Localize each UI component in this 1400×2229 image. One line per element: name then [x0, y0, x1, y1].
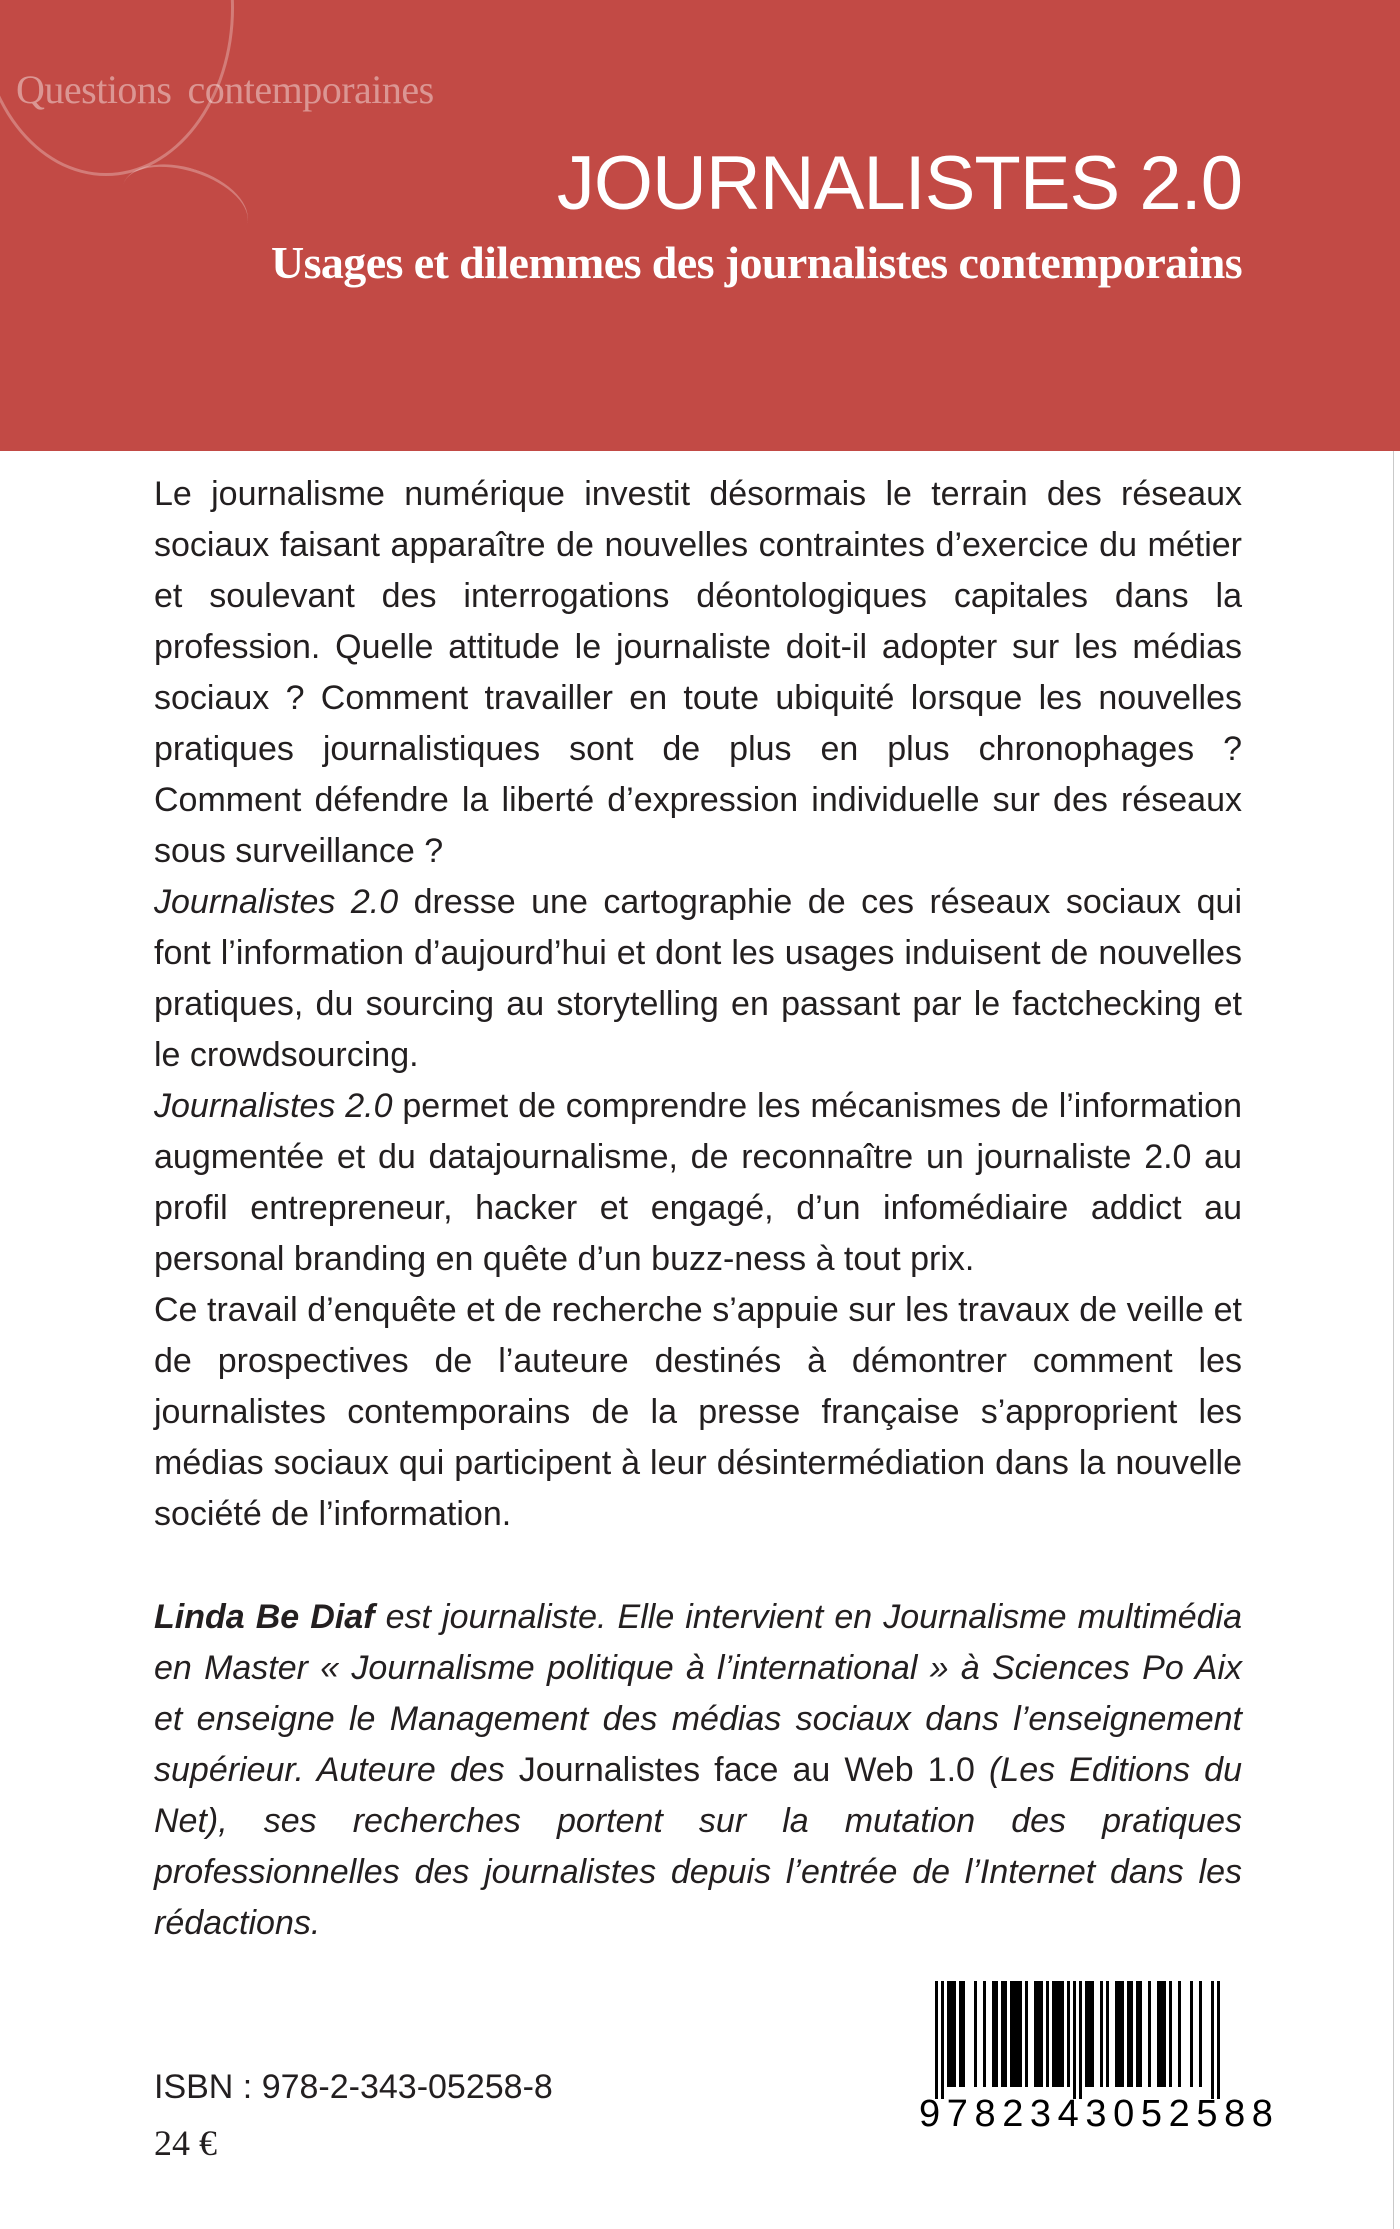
barcode-bar	[1160, 1981, 1163, 2087]
series-word-1: Questions	[16, 67, 172, 112]
author-bio-text-1: est journaliste. Elle intervient en Journalisme multimédia en Master « Journalisme politique à l’international » à Sciences Po Aix et enseigne le Management des médias sociaux dans l’enseignement supérieur. Auteure des	[154, 1598, 1242, 1789]
barcode-bar	[1169, 1981, 1172, 2087]
barcode-bar	[947, 1981, 950, 2087]
series-word-2: contemporaines	[187, 67, 434, 112]
barcode-bar	[1148, 1981, 1151, 2087]
author-bio	[154, 1592, 1242, 1949]
barcode-bar	[1046, 1981, 1049, 2087]
description-paragraph-1: Le journalisme numérique investit désormais le terrain des réseaux sociaux faisant apparaître de nouvelles contraintes d’exercice du métier et soulevant des interrogations déontologiques capitales dans la profession. Quelle attitude le journaliste doit-il adopter sur les médias sociaux ? Comment travailler en toute ubiquité lorsque les nouvelles pratiques journalistiques sont de plus en plus chronophages ? Comment défendre la liberté d’expression individuelle sur des réseaux sous surveillance ?	[154, 475, 1242, 870]
barcode-bar	[962, 1981, 965, 2087]
barcode-bar	[1016, 1981, 1019, 2087]
description-paragraph-3-text: permet de comprendre les mécanismes de l’information augmentée et du datajournalisme, de reconnaître un journaliste 2.0 au profil entrepreneur, hacker et engagé, d’un infomédiaire addict au personal branding en quête d’un buzz-ness à tout prix.	[154, 1087, 1242, 1278]
barcode-bar	[1106, 1981, 1109, 2087]
cover-header-band	[0, 0, 1400, 451]
barcode-bar	[1190, 1981, 1193, 2087]
series-name	[16, 66, 434, 113]
barcode-bar	[1091, 1981, 1094, 2087]
barcode-bar	[992, 1981, 995, 2087]
description-paragraph-3	[154, 1081, 1242, 1285]
barcode-bar	[1088, 1981, 1091, 2087]
isbn-label: ISBN : 978-2-343-05258-8	[154, 2068, 553, 2106]
barcode-bar	[1055, 1981, 1058, 2087]
barcode-bar	[953, 1981, 956, 2087]
barcode-bar	[995, 1981, 998, 2087]
barcode-digits: 9782343052588	[919, 2093, 1280, 2135]
price-label: 24 €	[154, 2123, 217, 2163]
barcode-bar	[959, 1981, 962, 2087]
barcode-bar	[1211, 1981, 1214, 2099]
author-previous-work: Journalistes face au Web 1.0	[518, 1751, 975, 1789]
barcode-bar	[1061, 1981, 1064, 2087]
description-paragraph-2-text: dresse une cartographie de ces réseaux sociaux qui font l’information d’aujourd’hui et dont les usages induisent de nouvelles pratiques, du sourcing au storytelling en passant par le factchecking et le crowdsourcing.	[154, 883, 1242, 1074]
barcode-bar	[1034, 1981, 1037, 2087]
description-paragraph-4: Ce travail d’enquête et de recherche s’appuie sur les travaux de veille et de prospectives de l’auteure destinés à démontrer comment les journalistes contemporains de la presse française s’approprient les médias sociaux qui participent à leur désintermédiation dans la nouvelle société de l’information.	[154, 1291, 1242, 1533]
barcode-bar	[1115, 1981, 1118, 2087]
barcode	[913, 1973, 1280, 2153]
book-title: JOURNALISTES 2.0	[556, 141, 1242, 226]
barcode-bar	[1073, 1981, 1076, 2099]
barcode-bar	[1118, 1981, 1121, 2087]
barcode-bar	[1157, 1981, 1160, 2087]
author-name: Linda Be Diaf	[154, 1598, 375, 1636]
barcode-bar	[1139, 1981, 1142, 2087]
barcode-bar	[1100, 1981, 1103, 2087]
barcode-bar	[1037, 1981, 1040, 2087]
barcode-bars	[923, 1981, 1228, 2099]
barcode-bar	[1199, 1981, 1202, 2087]
author-bio-text-2: (Les Editions du Net), ses recherches portent sur la mutation des pratiques professionnelles des journalistes depuis l’entrée de l’Internet dans les rédactions.	[154, 1751, 1242, 1942]
barcode-bar	[1079, 1981, 1082, 2099]
barcode-bar	[1130, 1981, 1133, 2087]
barcode-bar	[1025, 1981, 1028, 2087]
barcode-bar	[941, 1981, 944, 2099]
author-bio-paragraph	[154, 1592, 1242, 1949]
barcode-bar	[1136, 1981, 1139, 2087]
description-text	[154, 469, 1242, 1540]
cover-edge-line	[1393, 451, 1394, 2229]
description-paragraph-3-title: Journalistes 2.0	[154, 1087, 393, 1125]
barcode-bar	[1001, 1981, 1004, 2087]
barcode-bar	[1163, 1981, 1166, 2087]
barcode-bar	[1178, 1981, 1181, 2087]
description-paragraph-2	[154, 877, 1242, 1081]
barcode-bar	[974, 1981, 977, 2087]
barcode-bar	[1217, 1981, 1220, 2099]
barcode-bar	[1121, 1981, 1124, 2087]
barcode-bar	[950, 1981, 953, 2087]
barcode-bar	[1019, 1981, 1022, 2087]
barcode-bar	[1010, 1981, 1013, 2087]
barcode-bar	[935, 1981, 938, 2099]
book-subtitle: Usages et dilemmes des journalistes contemporains	[270, 237, 1242, 288]
barcode-bar	[1013, 1981, 1016, 2087]
barcode-bar	[1085, 1981, 1088, 2087]
barcode-bar	[983, 1981, 986, 2087]
description-paragraph-2-title: Journalistes 2.0	[154, 883, 399, 921]
barcode-bar	[1127, 1981, 1130, 2087]
barcode-bar	[1004, 1981, 1007, 2087]
barcode-bar	[1058, 1981, 1061, 2087]
barcode-bar	[1040, 1981, 1043, 2087]
barcode-bar	[1067, 1981, 1070, 2087]
barcode-bar	[1052, 1981, 1055, 2087]
